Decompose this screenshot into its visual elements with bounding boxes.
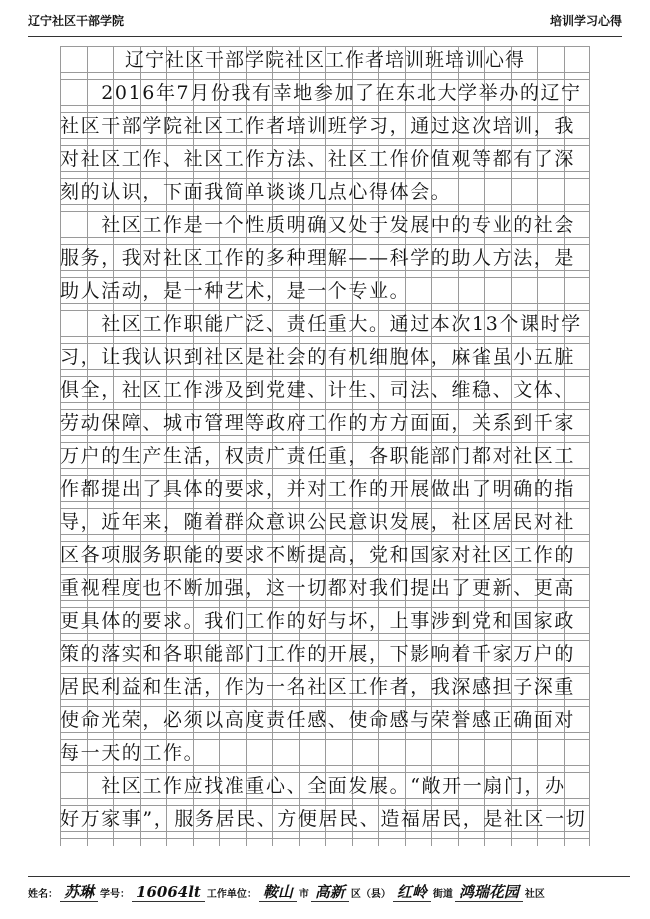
- community-label: 社区: [524, 889, 545, 900]
- header-divider: [28, 36, 622, 37]
- city-field: 鞍山: [259, 883, 297, 902]
- essay-line: 社区工作职能广泛、责任重大。通过本次13个课时学: [60, 313, 582, 335]
- street-label: 街道: [432, 889, 453, 900]
- essay-line: 社区干部学院社区工作者培训班学习，通过这次培训，我: [60, 115, 576, 137]
- manuscript-grid: [60, 46, 590, 846]
- student-info-footer: [28, 880, 630, 902]
- name-label: 姓名：: [28, 889, 58, 900]
- essay-line: 俱全，社区工作涉及到党建、计生、司法、维稳、文体、: [60, 379, 576, 401]
- header-institution: 辽宁社区干部学院: [28, 13, 125, 28]
- essay-line: 习，让我认识到社区是社会的有机细胞体，麻雀虽小五脏: [60, 346, 576, 368]
- essay-line: 策的落实和各职能部门工作的开展，下影响着千家万户的: [60, 643, 576, 665]
- essay-line: 每一天的工作。: [60, 742, 205, 764]
- community-field: 鸿瑞花园: [455, 883, 523, 902]
- essay-line: 劳动保障、城市管理等政府工作的方方面面，关系到千家: [60, 412, 576, 434]
- essay-line: 居民利益和生活，作为一名社区工作者，我深感担子深重: [60, 676, 576, 698]
- essay-line: 服务，我对社区工作的多种理解——科学的助人方法，是: [60, 247, 576, 269]
- essay-line: 区各项服务职能的要求不断提高，党和国家对社区工作的: [60, 544, 576, 566]
- header-doc-type: 培训学习心得: [549, 13, 622, 28]
- essay-line: 对社区工作、社区工作方法、社区工作价值观等都有了深: [60, 148, 576, 170]
- essay-title: 辽宁社区干部学院社区工作者培训班培训心得: [124, 49, 525, 71]
- essay-line: 万户的生产生活，权责广责任重，各职能部门都对社区工: [60, 445, 576, 467]
- id-label: 学号：: [100, 889, 131, 900]
- essay-line: 助人活动，是一种艺术，是一个专业。: [60, 280, 411, 302]
- essay-line: 社区工作是一个性质明确又处于发展中的专业的社会: [60, 214, 576, 236]
- essay-line: 导，近年来，随着群众意识公民意识发展，社区居民对社: [60, 511, 576, 533]
- street-field: 红岭: [393, 883, 431, 902]
- essay-line: 2016年7月份我有幸地参加了在东北大学举办的辽宁: [60, 82, 582, 104]
- grid-line: [60, 838, 590, 839]
- essay-line: 好万家事”，服务居民、方便居民、造福居民，是社区一切: [60, 808, 587, 830]
- essay-line: 作都提出了具体的要求，并对工作的开展做出了明确的指: [60, 478, 576, 500]
- page-header: [28, 8, 622, 32]
- essay-line: 使命光荣，必须以高度责任感、使命感与荣誉感正确面对: [60, 709, 576, 731]
- unit-label: 工作单位：: [206, 889, 257, 900]
- district-field: 高新: [311, 883, 349, 902]
- footer-divider: [28, 876, 630, 877]
- essay-line: 社区工作应找准重心、全面发展。“敞开一扇门，办: [60, 775, 566, 797]
- essay-line: 重视程度也不断加强，这一切都对我们提出了更新、更高: [60, 577, 576, 599]
- name-field: 苏琳: [60, 883, 98, 902]
- district-label: 区（县）: [350, 889, 391, 900]
- essay-line: 更具体的要求。我们工作的好与坏，上事涉到党和国家政: [60, 610, 576, 632]
- essay-line: 刻的认识，下面我简单谈谈几点心得体会。: [60, 181, 452, 203]
- id-field: 16064lt: [132, 883, 205, 902]
- city-label: 市: [298, 889, 309, 900]
